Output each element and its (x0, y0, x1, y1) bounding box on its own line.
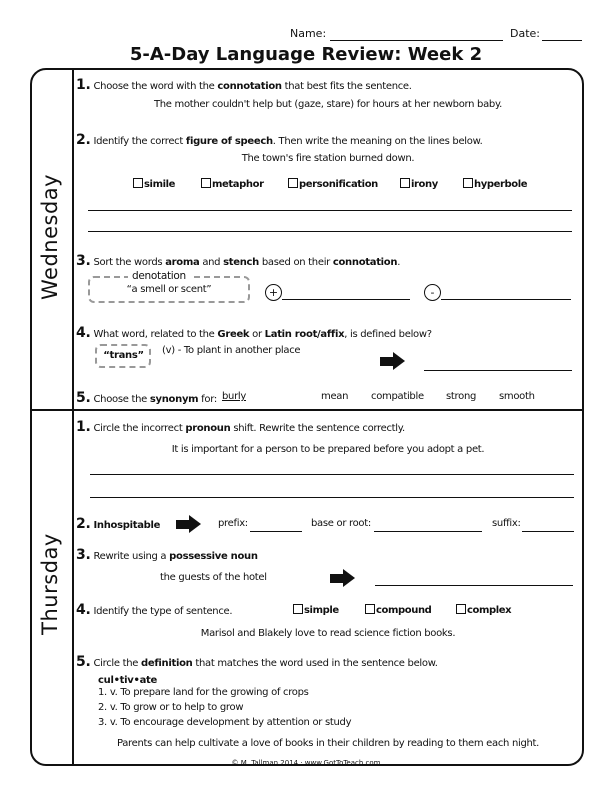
wed-q2-prompt: 2. Identify the correct figure of speech. Then write the meaning on the lines below. (76, 132, 483, 148)
thu-q1-prompt: 1. Circle the incorrect pronoun shift. Rewrite the sentence correctly. (76, 419, 405, 435)
positive-answer-line[interactable] (282, 299, 410, 300)
option-complex[interactable]: complex (456, 604, 511, 616)
answer-line[interactable] (90, 497, 574, 498)
suffix-field[interactable] (522, 531, 574, 532)
column-divider (72, 68, 74, 765)
base-field[interactable] (374, 531, 482, 532)
wed-q2-sentence: The town's fire station burned down. (241, 153, 415, 164)
suffix-label: suffix: (492, 518, 521, 529)
synonym-option[interactable]: compatible (371, 391, 424, 402)
name-label: Name: (290, 27, 327, 40)
definition-option[interactable]: 1. v. To prepare land for the growing of crops (98, 687, 309, 698)
base-label: base or root: (311, 518, 371, 529)
synonym-option[interactable]: smooth (499, 391, 535, 402)
date-field[interactable] (542, 40, 582, 41)
answer-line[interactable] (424, 370, 572, 371)
day-label-wednesday: Wednesday (38, 173, 62, 300)
prefix-label: prefix: (218, 518, 248, 529)
thu-q2-prompt: 2. Inhospitable (76, 516, 161, 532)
date-label: Date: (510, 27, 540, 40)
wed-q5-prompt: 5. Choose the synonym for: (76, 390, 217, 406)
negative-icon: - (424, 284, 441, 301)
thu-q5-prompt: 5. Circle the definition that matches the word used in the sentence below. (76, 654, 438, 670)
definition-option[interactable]: 3. v. To encourage development by attention or study (98, 717, 352, 728)
answer-line[interactable] (375, 585, 573, 586)
option-metaphor[interactable]: metaphor (201, 178, 264, 190)
footer-copyright: © M. Tallman 2014 · www.GotToTeach.com (231, 759, 381, 767)
thu-q4-sentence: Marisol and Blakely love to read science fiction books. (200, 628, 456, 639)
thu-q4-prompt: 4. Identify the type of sentence. (76, 602, 233, 618)
day-label-thursday: Thursday (38, 533, 62, 635)
option-irony[interactable]: irony (400, 178, 438, 190)
name-field[interactable] (330, 40, 503, 41)
thu-q3-prompt: 3. Rewrite using a possessive noun (76, 547, 258, 563)
answer-line[interactable] (90, 474, 574, 475)
denotation-text: “a smell or scent” (126, 284, 212, 295)
denotation-title: denotation (128, 270, 190, 282)
negative-answer-line[interactable] (441, 299, 571, 300)
wed-q1-prompt: 1. Choose the word with the connotation that best fits the sentence. (76, 77, 412, 93)
definition-option[interactable]: 2. v. To grow or to help to grow (98, 702, 244, 713)
thu-q1-sentence[interactable]: It is important for a person to be prepared before you adopt a pet. (171, 444, 485, 455)
wed-q4-prompt: 4. What word, related to the Greek or Latin root/affix, is defined below? (76, 325, 432, 341)
vocab-word: cul•tiv•ate (98, 675, 157, 686)
positive-icon: + (265, 284, 282, 301)
synonym-option[interactable]: mean (321, 391, 349, 402)
synonym-word: burly (222, 391, 246, 402)
option-hyperbole[interactable]: hyperbole (463, 178, 527, 190)
day-divider (30, 409, 583, 411)
wed-q3-prompt: 3. Sort the words aroma and stench based on their connotation. (76, 253, 401, 269)
wed-q1-sentence[interactable]: The mother couldn't help but (gaze, stare) for hours at her newborn baby. (153, 99, 503, 110)
root-text: “trans” (103, 350, 144, 361)
prefix-field[interactable] (250, 531, 302, 532)
thu-q3-phrase: the guests of the hotel (160, 572, 267, 583)
page-title: 5-A-Day Language Review: Week 2 (129, 44, 483, 65)
root-definition: (v) - To plant in another place (162, 345, 301, 356)
option-personification[interactable]: personification (288, 178, 378, 190)
option-compound[interactable]: compound (365, 604, 431, 616)
option-simple[interactable]: simple (293, 604, 339, 616)
answer-line[interactable] (88, 231, 572, 232)
thu-q5-sentence: Parents can help cultivate a love of books in their children by reading to them each night. (116, 738, 540, 749)
option-simile[interactable]: simile (133, 178, 175, 190)
synonym-option[interactable]: strong (446, 391, 477, 402)
answer-line[interactable] (88, 210, 572, 211)
